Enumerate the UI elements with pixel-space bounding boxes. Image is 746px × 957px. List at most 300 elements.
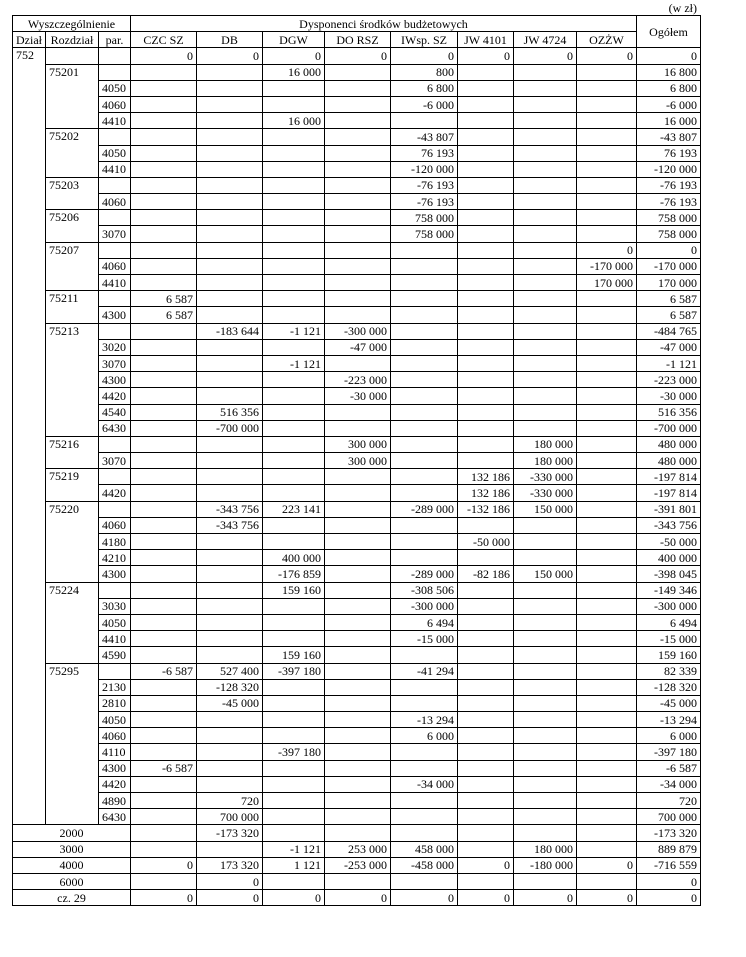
total-cell: 170 000 — [637, 275, 701, 291]
value-cell — [577, 404, 637, 420]
value-cell — [131, 339, 197, 355]
value-cell: -183 644 — [197, 323, 263, 339]
paragraf-cell: 6430 — [99, 420, 131, 436]
value-cell — [131, 631, 197, 647]
total-cell: -170 000 — [637, 258, 701, 274]
value-cell — [514, 712, 577, 728]
value-cell — [577, 566, 637, 582]
header-disponent: CZC SZ — [131, 32, 197, 48]
value-cell — [131, 355, 197, 371]
total-cell: -397 180 — [637, 744, 701, 760]
value-cell — [514, 598, 577, 614]
total-cell: 720 — [637, 793, 701, 809]
value-cell — [263, 177, 325, 193]
paragraf-cell: 6430 — [99, 809, 131, 825]
value-cell — [131, 776, 197, 792]
value-cell — [577, 420, 637, 436]
value-cell: 516 356 — [197, 404, 263, 420]
value-cell — [391, 323, 458, 339]
value-cell: 253 000 — [325, 841, 391, 857]
value-cell — [514, 96, 577, 112]
value-cell — [577, 177, 637, 193]
value-cell — [458, 809, 514, 825]
value-cell — [514, 695, 577, 711]
total-cell: 16 800 — [637, 64, 701, 80]
value-cell — [197, 96, 263, 112]
value-cell — [458, 712, 514, 728]
value-cell — [325, 501, 391, 517]
value-cell: 758 000 — [391, 210, 458, 226]
value-cell — [197, 598, 263, 614]
value-cell — [197, 469, 263, 485]
value-cell — [197, 113, 263, 129]
paragraf-cell: 4060 — [99, 96, 131, 112]
value-cell — [458, 420, 514, 436]
value-cell — [131, 420, 197, 436]
value-cell — [325, 307, 391, 323]
total-cell: -30 000 — [637, 388, 701, 404]
table-row — [13, 517, 701, 533]
value-cell — [131, 744, 197, 760]
value-cell — [514, 355, 577, 371]
value-cell — [458, 145, 514, 161]
total-cell: -120 000 — [637, 161, 701, 177]
value-cell — [131, 388, 197, 404]
rozdzial-cell: 75202 — [46, 129, 99, 178]
value-cell: -6 587 — [131, 760, 197, 776]
value-cell — [131, 873, 197, 889]
total-cell: 758 000 — [637, 210, 701, 226]
table-row — [13, 242, 701, 258]
value-cell — [325, 242, 391, 258]
table-row — [13, 210, 701, 226]
value-cell — [263, 453, 325, 469]
total-cell: 889 879 — [637, 841, 701, 857]
value-cell — [514, 177, 577, 193]
table-row — [13, 80, 701, 96]
rozdzial-cell: 75201 — [46, 64, 99, 129]
total-cell: -13 294 — [637, 712, 701, 728]
table-row — [13, 48, 701, 64]
value-cell — [131, 566, 197, 582]
value-cell — [458, 129, 514, 145]
value-cell — [458, 695, 514, 711]
value-cell — [577, 582, 637, 598]
value-cell — [577, 291, 637, 307]
value-cell: 6 000 — [391, 728, 458, 744]
value-cell — [197, 194, 263, 210]
value-cell — [197, 566, 263, 582]
table-row — [13, 436, 701, 452]
value-cell — [263, 161, 325, 177]
value-cell — [197, 355, 263, 371]
paragraf-cell: 3070 — [99, 226, 131, 242]
value-cell — [391, 291, 458, 307]
summary-label: 2000 — [13, 825, 131, 841]
value-cell — [577, 372, 637, 388]
value-cell — [458, 647, 514, 663]
value-cell — [458, 453, 514, 469]
value-cell: -300 000 — [325, 323, 391, 339]
value-cell — [577, 194, 637, 210]
value-cell — [577, 712, 637, 728]
value-cell — [577, 695, 637, 711]
paragraf-cell — [99, 436, 131, 452]
value-cell: 0 — [577, 48, 637, 64]
value-cell: -330 000 — [514, 469, 577, 485]
paragraf-cell: 4420 — [99, 388, 131, 404]
total-cell: -6 587 — [637, 760, 701, 776]
value-cell — [325, 566, 391, 582]
value-cell — [131, 598, 197, 614]
value-cell — [458, 404, 514, 420]
value-cell — [391, 695, 458, 711]
value-cell: -253 000 — [325, 857, 391, 873]
table-row — [13, 453, 701, 469]
paragraf-cell — [99, 469, 131, 485]
total-cell: -197 814 — [637, 469, 701, 485]
table-row — [13, 64, 701, 80]
table-row — [13, 420, 701, 436]
value-cell — [197, 372, 263, 388]
value-cell — [263, 614, 325, 630]
value-cell — [131, 242, 197, 258]
value-cell — [458, 194, 514, 210]
paragraf-cell: 3070 — [99, 453, 131, 469]
value-cell: 0 — [325, 48, 391, 64]
value-cell — [263, 80, 325, 96]
value-cell — [577, 663, 637, 679]
value-cell — [391, 258, 458, 274]
value-cell — [577, 825, 637, 841]
paragraf-cell: 4410 — [99, 113, 131, 129]
value-cell — [577, 809, 637, 825]
value-cell — [131, 534, 197, 550]
value-cell — [197, 210, 263, 226]
value-cell: 16 000 — [263, 64, 325, 80]
value-cell — [391, 307, 458, 323]
value-cell — [263, 129, 325, 145]
value-cell — [325, 177, 391, 193]
value-cell — [325, 760, 391, 776]
value-cell — [325, 226, 391, 242]
value-cell: -76 193 — [391, 194, 458, 210]
value-cell: 0 — [131, 48, 197, 64]
value-cell — [577, 355, 637, 371]
value-cell — [391, 436, 458, 452]
value-cell: 0 — [514, 48, 577, 64]
value-cell — [131, 550, 197, 566]
table-row — [13, 226, 701, 242]
value-cell — [263, 825, 325, 841]
value-cell — [577, 744, 637, 760]
value-cell — [391, 485, 458, 501]
value-cell — [197, 712, 263, 728]
value-cell — [391, 388, 458, 404]
value-cell — [514, 614, 577, 630]
value-cell — [325, 80, 391, 96]
value-cell — [458, 841, 514, 857]
value-cell — [458, 631, 514, 647]
total-cell: -6 000 — [637, 96, 701, 112]
summary-label: 4000 — [13, 857, 131, 873]
value-cell: -397 180 — [263, 744, 325, 760]
value-cell — [577, 339, 637, 355]
value-cell — [263, 145, 325, 161]
header-disponent: DO RSZ — [325, 32, 391, 48]
value-cell: 0 — [458, 48, 514, 64]
rozdzial-cell: 75207 — [46, 242, 99, 291]
total-cell: -700 000 — [637, 420, 701, 436]
value-cell: 0 — [263, 890, 325, 906]
table-row — [13, 404, 701, 420]
value-cell — [197, 145, 263, 161]
value-cell — [458, 210, 514, 226]
value-cell — [263, 760, 325, 776]
value-cell — [131, 113, 197, 129]
value-cell — [263, 194, 325, 210]
value-cell — [325, 873, 391, 889]
paragraf-cell — [99, 48, 131, 64]
value-cell — [577, 679, 637, 695]
value-cell — [131, 323, 197, 339]
value-cell: -308 506 — [391, 582, 458, 598]
summary-label: cz. 29 — [13, 890, 131, 906]
value-cell — [325, 647, 391, 663]
total-cell: -484 765 — [637, 323, 701, 339]
total-cell: 516 356 — [637, 404, 701, 420]
paragraf-cell: 4590 — [99, 647, 131, 663]
value-cell — [325, 258, 391, 274]
summary-row — [13, 890, 701, 906]
value-cell — [131, 647, 197, 663]
table-row — [13, 113, 701, 129]
value-cell — [458, 275, 514, 291]
value-cell: 180 000 — [514, 453, 577, 469]
value-cell — [577, 210, 637, 226]
value-cell — [514, 372, 577, 388]
total-cell: 0 — [637, 48, 701, 64]
total-cell: -173 320 — [637, 825, 701, 841]
total-cell: 758 000 — [637, 226, 701, 242]
total-cell: 6 587 — [637, 307, 701, 323]
paragraf-cell: 4110 — [99, 744, 131, 760]
table-row — [13, 258, 701, 274]
value-cell — [197, 436, 263, 452]
summary-row — [13, 873, 701, 889]
value-cell: 0 — [131, 857, 197, 873]
value-cell: -43 807 — [391, 129, 458, 145]
total-cell: -34 000 — [637, 776, 701, 792]
value-cell: -45 000 — [197, 695, 263, 711]
value-cell — [577, 841, 637, 857]
value-cell — [391, 534, 458, 550]
value-cell — [458, 517, 514, 533]
value-cell — [514, 339, 577, 355]
value-cell — [514, 64, 577, 80]
table-row — [13, 194, 701, 210]
value-cell — [514, 663, 577, 679]
value-cell — [197, 129, 263, 145]
paragraf-cell: 4060 — [99, 728, 131, 744]
value-cell — [197, 614, 263, 630]
value-cell: -76 193 — [391, 177, 458, 193]
value-cell — [514, 129, 577, 145]
table-row — [13, 598, 701, 614]
value-cell — [458, 291, 514, 307]
total-cell: -223 000 — [637, 372, 701, 388]
paragraf-cell: 3030 — [99, 598, 131, 614]
total-cell: 480 000 — [637, 436, 701, 452]
paragraf-cell — [99, 501, 131, 517]
value-cell — [131, 210, 197, 226]
value-cell: -300 000 — [391, 598, 458, 614]
value-cell: 6 587 — [131, 307, 197, 323]
paragraf-cell — [99, 129, 131, 145]
paragraf-cell: 4300 — [99, 760, 131, 776]
value-cell — [325, 161, 391, 177]
value-cell — [458, 307, 514, 323]
value-cell — [197, 728, 263, 744]
value-cell — [577, 323, 637, 339]
value-cell — [391, 404, 458, 420]
paragraf-cell — [99, 64, 131, 80]
value-cell — [391, 453, 458, 469]
value-cell: -330 000 — [514, 485, 577, 501]
value-cell — [197, 388, 263, 404]
table-row — [13, 566, 701, 582]
value-cell — [391, 647, 458, 663]
value-cell — [197, 258, 263, 274]
value-cell: 0 — [131, 890, 197, 906]
table-row — [13, 582, 701, 598]
value-cell — [458, 744, 514, 760]
value-cell: 300 000 — [325, 436, 391, 452]
value-cell — [458, 679, 514, 695]
value-cell — [514, 145, 577, 161]
value-cell — [325, 793, 391, 809]
value-cell — [458, 96, 514, 112]
value-cell — [391, 825, 458, 841]
value-cell: 6 587 — [131, 291, 197, 307]
value-cell: 0 — [577, 242, 637, 258]
paragraf-cell: 4050 — [99, 145, 131, 161]
table-row — [13, 534, 701, 550]
table-row — [13, 388, 701, 404]
value-cell — [577, 614, 637, 630]
value-cell: -13 294 — [391, 712, 458, 728]
value-cell: 800 — [391, 64, 458, 80]
value-cell — [577, 728, 637, 744]
value-cell — [514, 80, 577, 96]
total-cell: -76 193 — [637, 177, 701, 193]
rozdzial-cell: 75219 — [46, 469, 99, 501]
table-row — [13, 793, 701, 809]
value-cell: 0 — [458, 857, 514, 873]
paragraf-cell: 4050 — [99, 80, 131, 96]
paragraf-cell: 2810 — [99, 695, 131, 711]
value-cell — [263, 372, 325, 388]
table-row — [13, 695, 701, 711]
value-cell — [197, 776, 263, 792]
table-row — [13, 679, 701, 695]
total-cell: 700 000 — [637, 809, 701, 825]
value-cell: -397 180 — [263, 663, 325, 679]
value-cell — [131, 695, 197, 711]
total-cell: 6 000 — [637, 728, 701, 744]
value-cell — [458, 177, 514, 193]
value-cell: 0 — [197, 873, 263, 889]
value-cell — [197, 631, 263, 647]
value-cell — [458, 793, 514, 809]
value-cell: 720 — [197, 793, 263, 809]
value-cell — [325, 728, 391, 744]
total-cell: -716 559 — [637, 857, 701, 873]
table-row — [13, 307, 701, 323]
value-cell — [514, 420, 577, 436]
value-cell — [263, 242, 325, 258]
paragraf-cell: 4210 — [99, 550, 131, 566]
value-cell: 0 — [514, 890, 577, 906]
value-cell — [197, 550, 263, 566]
value-cell — [514, 809, 577, 825]
value-cell — [391, 550, 458, 566]
value-cell — [197, 760, 263, 776]
paragraf-cell: 4050 — [99, 712, 131, 728]
table-row — [13, 550, 701, 566]
value-cell: 6 800 — [391, 80, 458, 96]
paragraf-cell: 4060 — [99, 194, 131, 210]
value-cell — [514, 113, 577, 129]
value-cell: 1 121 — [263, 857, 325, 873]
value-cell — [131, 64, 197, 80]
value-cell — [514, 517, 577, 533]
value-cell — [325, 404, 391, 420]
value-cell — [131, 436, 197, 452]
value-cell: 0 — [325, 890, 391, 906]
value-cell — [131, 194, 197, 210]
value-cell: 400 000 — [263, 550, 325, 566]
value-cell — [458, 113, 514, 129]
value-cell: -6 000 — [391, 96, 458, 112]
value-cell — [577, 793, 637, 809]
header-disponent: IWsp. SZ — [391, 32, 458, 48]
value-cell — [514, 793, 577, 809]
rozdzial-cell: 75220 — [46, 501, 99, 582]
value-cell — [197, 80, 263, 96]
value-cell: 0 — [458, 890, 514, 906]
value-cell — [514, 291, 577, 307]
value-cell — [131, 679, 197, 695]
value-cell — [458, 598, 514, 614]
total-cell: 480 000 — [637, 453, 701, 469]
total-cell: -47 000 — [637, 339, 701, 355]
paragraf-cell: 4060 — [99, 258, 131, 274]
header-dysponenci: Dysponenci środków budżetowych — [131, 16, 637, 32]
table-row — [13, 501, 701, 517]
value-cell — [325, 291, 391, 307]
value-cell — [577, 388, 637, 404]
value-cell: -132 186 — [458, 501, 514, 517]
value-cell — [325, 64, 391, 80]
table-row — [13, 291, 701, 307]
value-cell — [263, 728, 325, 744]
total-cell: -1 121 — [637, 355, 701, 371]
value-cell — [514, 323, 577, 339]
value-cell — [197, 64, 263, 80]
value-cell: 700 000 — [197, 809, 263, 825]
table-row — [13, 744, 701, 760]
